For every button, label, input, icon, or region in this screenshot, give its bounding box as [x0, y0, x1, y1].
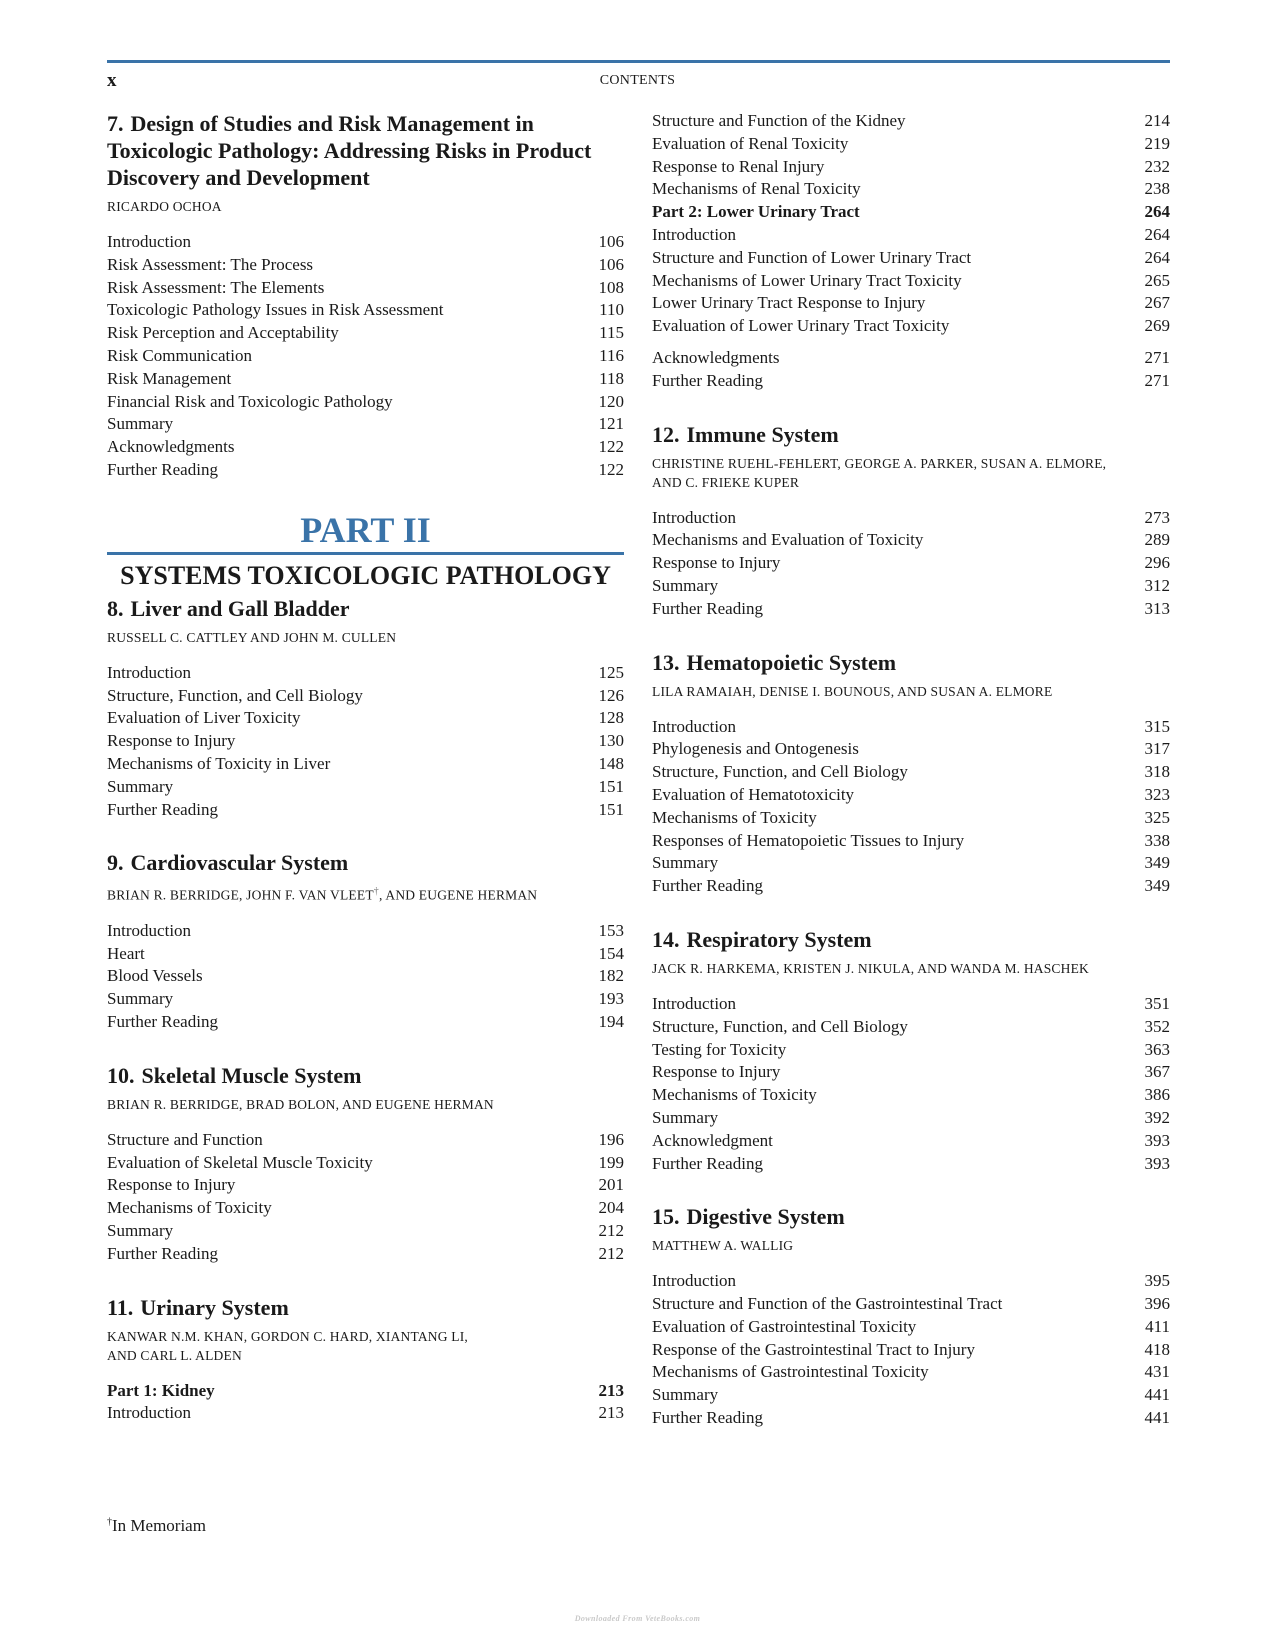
- chapter-authors: CHRISTINE RUEHL-FEHLERT, GEORGE A. PARKER, SUSAN A. ELMORE, AND C. FRIEKE KUPER: [652, 455, 1107, 490]
- toc-entry-page: 349: [1144, 853, 1170, 873]
- toc-entry-label: Summary: [652, 575, 719, 595]
- toc-entry: [652, 807, 1170, 830]
- chapter-8: [107, 595, 624, 822]
- toc-entry-label: Evaluation of Hematotoxicity: [652, 784, 855, 804]
- toc-entry: [652, 110, 1170, 133]
- chapter-11-continued: [652, 110, 1170, 393]
- toc-entry-page: 411: [1145, 1316, 1170, 1336]
- toc-entry-label: Part 2: Lower Urinary Tract: [652, 202, 860, 222]
- toc-entry-page: 196: [598, 1129, 624, 1149]
- toc-entry-page: 108: [598, 277, 624, 297]
- toc-entry: [107, 1380, 624, 1403]
- toc-entry: [652, 529, 1170, 552]
- toc-entry: [652, 201, 1170, 224]
- toc-entry-label: Response to Renal Injury: [652, 156, 825, 176]
- toc-entry-page: 182: [598, 966, 624, 986]
- toc-entry-page: 213: [598, 1403, 624, 1423]
- toc-entry: [107, 277, 624, 300]
- toc-entry-page: 349: [1144, 876, 1170, 896]
- toc-entry-page: 194: [598, 1012, 624, 1032]
- toc-entry-page: 204: [598, 1198, 624, 1218]
- toc-entry-page: 441: [1144, 1408, 1170, 1428]
- toc-entry-label: Heart: [107, 943, 145, 963]
- toc-entry: [107, 753, 624, 776]
- toc-entry-page: 431: [1144, 1362, 1170, 1382]
- toc-entry-page: 315: [1144, 716, 1170, 736]
- toc-entry-page: 214: [1144, 111, 1170, 130]
- toc-entry-label: Blood Vessels: [107, 966, 203, 986]
- chapter-authors: RICARDO OCHOA: [107, 199, 222, 214]
- toc-entry-label: Part 1: Kidney: [107, 1380, 215, 1400]
- toc-entry-label: Evaluation of Renal Toxicity: [652, 133, 849, 153]
- toc-entry-label: Summary: [107, 1221, 174, 1241]
- toc-entry-label: Acknowledgments: [107, 437, 235, 457]
- chapter-11: [107, 1294, 624, 1426]
- chapter-authors: LILA RAMAIAH, DENISE I. BOUNOUS, AND SUSAN A. ELMORE: [652, 683, 1053, 699]
- toc-entry: [652, 315, 1170, 338]
- toc-entry-page: 199: [598, 1152, 624, 1172]
- right-column: [652, 110, 1170, 1458]
- toc-entry: [652, 575, 1170, 598]
- toc-entry-page: 418: [1144, 1339, 1170, 1359]
- toc-entry-label: Response to Injury: [107, 1175, 236, 1195]
- toc-entry: [107, 662, 624, 685]
- toc-entry: [107, 254, 624, 277]
- toc-entry-page: 264: [1144, 202, 1170, 222]
- toc-entry: [652, 1107, 1170, 1130]
- toc-entry-page: 148: [598, 753, 624, 773]
- toc-entry-page: 289: [1144, 530, 1170, 550]
- toc-entry-label: Further Reading: [107, 799, 218, 819]
- toc-entry: [652, 1084, 1170, 1107]
- toc-entry: [107, 920, 624, 943]
- toc-entry-label: Risk Assessment: The Process: [107, 254, 314, 274]
- chapter-title: 12. Immune System: [652, 421, 839, 447]
- toc-entry-page: 273: [1144, 507, 1170, 527]
- toc-entry-label: Mechanisms of Toxicity in Liver: [107, 753, 331, 773]
- toc-entry-label: Further Reading: [107, 1012, 218, 1032]
- toc-entry-page: 122: [598, 437, 624, 457]
- toc-entry: [652, 1270, 1170, 1293]
- toc-entry-label: Evaluation of Lower Urinary Tract Toxicity: [652, 316, 950, 336]
- toc-entry-page: 264: [1144, 224, 1170, 244]
- chapter-13: [652, 649, 1170, 898]
- toc-entry-page: 325: [1144, 807, 1170, 827]
- toc-entry-label: Evaluation of Skeletal Muscle Toxicity: [107, 1152, 373, 1172]
- toc-entry: [107, 1243, 624, 1266]
- part-title: SYSTEMS TOXICOLOGIC PATHOLOGY: [120, 560, 611, 590]
- toc-entry: [107, 231, 624, 254]
- toc-entry-page: 232: [1144, 156, 1170, 176]
- toc-entry-page: 116: [599, 345, 624, 365]
- toc-entries: [107, 662, 624, 822]
- toc-entry-label: Introduction: [652, 993, 737, 1013]
- chapter-title: 14. Respiratory System: [652, 926, 872, 952]
- chapter-title: 8. Liver and Gall Bladder: [107, 595, 350, 621]
- running-head: CONTENTS: [599, 73, 676, 88]
- toc-entry-label: Mechanisms and Evaluation of Toxicity: [652, 530, 924, 550]
- toc-entry-page: 338: [1144, 830, 1170, 850]
- toc-entry-label: Acknowledgments: [652, 347, 780, 367]
- toc-entry-page: 441: [1144, 1385, 1170, 1405]
- toc-entry-page: 212: [598, 1243, 624, 1263]
- part-number: PART II: [300, 509, 431, 550]
- toc-entry-label: Evaluation of Gastrointestinal Toxicity: [652, 1316, 917, 1336]
- toc-entry-page: 121: [598, 414, 624, 434]
- chapter-authors: BRIAN R. BERRIDGE, BRAD BOLON, AND EUGENE HERMAN: [107, 1096, 494, 1112]
- toc-entry: [652, 552, 1170, 575]
- toc-entry-page: 115: [599, 323, 624, 343]
- toc-entries: [652, 993, 1170, 1175]
- toc-entry-label: Mechanisms of Renal Toxicity: [652, 179, 861, 199]
- toc-entry: [652, 830, 1170, 853]
- toc-entry-label: Introduction: [107, 1403, 192, 1423]
- toc-entry-page: 151: [598, 799, 624, 819]
- toc-entry-page: 313: [1144, 598, 1170, 618]
- chapter-title: 9. Cardiovascular System: [107, 850, 349, 876]
- toc-entries: [107, 1380, 624, 1426]
- toc-entry-label: Mechanisms of Toxicity: [107, 1198, 272, 1218]
- toc-entry: [107, 730, 624, 753]
- toc-entry: [652, 1339, 1170, 1362]
- toc-entry: [652, 738, 1170, 761]
- toc-entry: [652, 852, 1170, 875]
- toc-entries: [107, 231, 624, 482]
- chapter-title: 10. Skeletal Muscle System: [107, 1062, 362, 1088]
- chapter-10: [107, 1062, 624, 1266]
- toc-entry: [107, 1152, 624, 1175]
- toc-entry-label: Structure and Function of Lower Urinary Tract: [652, 247, 972, 267]
- toc-entry: [107, 345, 624, 368]
- toc-entry-label: Introduction: [107, 662, 192, 682]
- toc-entry-label: Introduction: [652, 224, 737, 244]
- toc-entry-label: Structure and Function: [107, 1129, 263, 1149]
- chapter-authors: KANWAR N.M. KHAN, GORDON C. HARD, XIANTANG LI, AND CARL L. ALDEN: [107, 1328, 468, 1363]
- toc-entry: [107, 943, 624, 966]
- toc-entry-page: 125: [598, 662, 624, 682]
- toc-entry: [107, 1197, 624, 1220]
- toc-entry-label: Financial Risk and Toxicologic Pathology: [107, 391, 393, 411]
- toc-entry-label: Structure and Function of the Kidney: [652, 111, 906, 130]
- toc-entry-label: Further Reading: [107, 459, 218, 479]
- toc-entry-page: 271: [1144, 347, 1170, 367]
- toc-entry-label: Risk Perception and Acceptability: [107, 323, 339, 343]
- toc-entry-page: 392: [1144, 1107, 1170, 1127]
- toc-entry-label: Mechanisms of Toxicity: [652, 807, 817, 827]
- toc-entry-label: Introduction: [107, 232, 192, 251]
- toc-entries: [652, 716, 1170, 898]
- toc-entry-label: Mechanisms of Lower Urinary Tract Toxicity: [652, 270, 962, 290]
- toc-entry-label: Response of the Gastrointestinal Tract to Injury: [652, 1339, 975, 1359]
- toc-entry-page: 128: [598, 708, 624, 728]
- toc-entry: [652, 784, 1170, 807]
- toc-entry-page: 363: [1144, 1039, 1170, 1059]
- toc-entry: [107, 965, 624, 988]
- toc-entry-page: 317: [1144, 739, 1170, 759]
- toc-entry-page: 238: [1144, 179, 1170, 199]
- toc-entry-page: 213: [598, 1380, 624, 1400]
- toc-entry: [652, 1361, 1170, 1384]
- toc-entry-label: Introduction: [652, 507, 737, 527]
- toc-entry: [107, 1011, 624, 1034]
- toc-entry-label: Response to Injury: [107, 731, 236, 751]
- toc-entry: [107, 1402, 624, 1425]
- toc-entry-page: 367: [1144, 1062, 1170, 1082]
- toc-entry-label: Structure, Function, and Cell Biology: [652, 1016, 908, 1036]
- toc-entry-label: Evaluation of Liver Toxicity: [107, 708, 301, 728]
- toc-entry-label: Introduction: [107, 920, 192, 940]
- chapter-authors: MATTHEW A. WALLIG: [652, 1238, 794, 1254]
- toc-entry-page: 396: [1144, 1294, 1170, 1314]
- toc-entry-label: Acknowledgment: [652, 1130, 773, 1150]
- toc-entry-label: Further Reading: [652, 598, 763, 618]
- toc-entry-page: 395: [1144, 1271, 1170, 1291]
- toc-entry: [652, 507, 1170, 530]
- chapter-7: [107, 110, 624, 482]
- toc-entry-page: 153: [598, 920, 624, 940]
- toc-entry-page: 126: [598, 685, 624, 705]
- chapter-authors: JACK R. HARKEMA, KRISTEN J. NIKULA, AND WANDA M. HASCHEK: [652, 960, 1089, 976]
- toc-entries: [107, 1129, 624, 1266]
- chapter-9: [107, 849, 624, 1033]
- toc-entry-label: Response to Injury: [652, 1062, 781, 1082]
- toc-entry: [652, 1316, 1170, 1339]
- toc-entry: [652, 178, 1170, 201]
- toc-entry-label: Mechanisms of Toxicity: [652, 1085, 817, 1105]
- toc-entry-page: 296: [1144, 553, 1170, 573]
- toc-entry: [652, 1407, 1170, 1430]
- toc-entry-page: 351: [1144, 993, 1170, 1013]
- chapter-authors: BRIAN R. BERRIDGE, JOHN F. VAN VLEET†, AND EUGENE HERMAN: [107, 886, 538, 903]
- toc-entry-page: 130: [598, 731, 624, 751]
- header-rule: [107, 60, 1170, 63]
- toc-entry: [107, 1174, 624, 1197]
- dagger-mark: †: [107, 1516, 112, 1528]
- toc-entry: [107, 776, 624, 799]
- toc-entry: [107, 1129, 624, 1152]
- toc-entry: [107, 436, 624, 459]
- toc-entry: [652, 1153, 1170, 1176]
- toc-entry-page: 393: [1144, 1153, 1170, 1173]
- toc-entry: [652, 875, 1170, 898]
- toc-entry-page: 106: [598, 254, 624, 274]
- toc-entry-label: Phylogenesis and Ontogenesis: [652, 739, 859, 759]
- chapter-14: [652, 926, 1170, 1175]
- toc-entry-label: Structure, Function, and Cell Biology: [652, 762, 908, 782]
- toc-entry-label: Risk Management: [107, 368, 232, 388]
- dagger-mark: †: [373, 886, 379, 898]
- toc-entry-label: Response to Injury: [652, 553, 781, 573]
- chapter-title: 7. Design of Studies and Risk Management in Toxicologic Pathology: Addressing Risks in Product Discovery and Development: [107, 111, 592, 190]
- toc-entry: [107, 299, 624, 322]
- toc-entry: [652, 1384, 1170, 1407]
- toc-entry-label: Further Reading: [652, 1153, 763, 1173]
- toc-entry-page: 323: [1144, 784, 1170, 804]
- chapter-authors: RUSSELL C. CATTLEY AND JOHN M. CULLEN: [107, 629, 397, 645]
- toc-entry-page: 271: [1144, 370, 1170, 390]
- toc-entry: [107, 988, 624, 1011]
- toc-entry-page: 212: [598, 1221, 624, 1241]
- toc-entry-label: Responses of Hematopoietic Tissues to Injury: [652, 830, 965, 850]
- toc-entry-label: Risk Assessment: The Elements: [107, 277, 325, 297]
- toc-entries: [107, 920, 624, 1034]
- toc-entry-label: Summary: [652, 1107, 719, 1127]
- toc-entries: [652, 1270, 1170, 1430]
- toc-entries: [652, 110, 1170, 338]
- toc-entry-page: 122: [598, 459, 624, 479]
- toc-entry-label: Toxicologic Pathology Issues in Risk Assessment: [107, 300, 444, 320]
- toc-entry: [107, 459, 624, 482]
- toc-entry-page: 265: [1144, 270, 1170, 290]
- toc-entry: [107, 391, 624, 414]
- toc-entry-label: Testing for Toxicity: [652, 1039, 787, 1059]
- toc-entry: [107, 368, 624, 391]
- toc-entry-label: Lower Urinary Tract Response to Injury: [652, 293, 926, 313]
- toc-entry-page: 154: [598, 943, 624, 963]
- toc-entry-label: Summary: [107, 776, 174, 796]
- toc-entry-label: Summary: [652, 1385, 719, 1405]
- toc-entries: [652, 347, 1170, 393]
- toc-entry: [652, 1130, 1170, 1153]
- toc-entry: [652, 1061, 1170, 1084]
- toc-entry-page: 267: [1144, 293, 1170, 313]
- toc-entry-page: 269: [1144, 316, 1170, 336]
- toc-entry-label: Mechanisms of Gastrointestinal Toxicity: [652, 1362, 929, 1382]
- toc-entry-page: 312: [1144, 575, 1170, 595]
- toc-entry: [652, 1016, 1170, 1039]
- toc-entry: [652, 347, 1170, 370]
- toc-entry-label: Further Reading: [652, 1408, 763, 1428]
- left-column: [107, 110, 624, 1453]
- toc-entry-page: 120: [598, 391, 624, 411]
- toc-entry: [652, 761, 1170, 784]
- toc-entry: [107, 707, 624, 730]
- chapter-title: 15. Digestive System: [652, 1204, 845, 1230]
- toc-entry-page: 264: [1144, 247, 1170, 267]
- toc-entry-label: Further Reading: [652, 876, 763, 896]
- toc-entry: [652, 598, 1170, 621]
- toc-entry-page: 118: [599, 368, 624, 388]
- toc-entry-label: Further Reading: [652, 370, 763, 390]
- toc-entry-label: Risk Communication: [107, 345, 252, 365]
- chapter-12: [652, 421, 1170, 621]
- watermark: Downloaded From VeteBooks.com: [574, 1614, 701, 1623]
- toc-entry-page: 193: [598, 989, 624, 1009]
- toc-entry: [652, 993, 1170, 1016]
- toc-entry: [107, 799, 624, 822]
- part-heading: [107, 510, 624, 591]
- toc-entry-page: 318: [1144, 762, 1170, 782]
- toc-entry-page: 352: [1144, 1016, 1170, 1036]
- toc-entry-label: Structure, Function, and Cell Biology: [107, 685, 363, 705]
- footnote: †In Memoriam: [107, 1516, 206, 1535]
- toc-entry: [107, 685, 624, 708]
- toc-entry: [652, 270, 1170, 293]
- toc-entries: [652, 507, 1170, 621]
- toc-entry-page: 201: [598, 1175, 624, 1195]
- chapter-title: 11. Urinary System: [107, 1294, 289, 1320]
- toc-entry-label: Summary: [107, 989, 174, 1009]
- toc-entry: [652, 716, 1170, 739]
- toc-entry: [652, 1039, 1170, 1062]
- toc-entry-page: 219: [1144, 133, 1170, 153]
- toc-entry: [107, 322, 624, 345]
- toc-entry: [107, 1220, 624, 1243]
- toc-entry-page: 393: [1144, 1130, 1170, 1150]
- toc-entry-page: 110: [599, 300, 624, 320]
- toc-entry-page: 106: [598, 232, 624, 251]
- chapter-title: 13. Hematopoietic System: [652, 649, 897, 675]
- toc-entry-label: Introduction: [652, 716, 737, 736]
- toc-entry: [652, 1293, 1170, 1316]
- toc-entry-page: 386: [1144, 1085, 1170, 1105]
- chapter-15: [652, 1203, 1170, 1430]
- toc-entry-label: Introduction: [652, 1271, 737, 1291]
- toc-entry: [652, 292, 1170, 315]
- page-number: x: [107, 70, 117, 91]
- toc-entry: [652, 247, 1170, 270]
- toc-entry: [652, 224, 1170, 247]
- toc-entry-label: Further Reading: [107, 1243, 218, 1263]
- toc-entry: [652, 370, 1170, 393]
- toc-entry: [107, 413, 624, 436]
- toc-entry: [652, 133, 1170, 156]
- toc-entry-page: 151: [598, 776, 624, 796]
- toc-entry-label: Structure and Function of the Gastrointestinal Tract: [652, 1294, 1003, 1314]
- toc-entry-label: Summary: [652, 853, 719, 873]
- toc-entry: [652, 156, 1170, 179]
- toc-entry-label: Summary: [107, 414, 174, 434]
- part-rule: [107, 552, 624, 555]
